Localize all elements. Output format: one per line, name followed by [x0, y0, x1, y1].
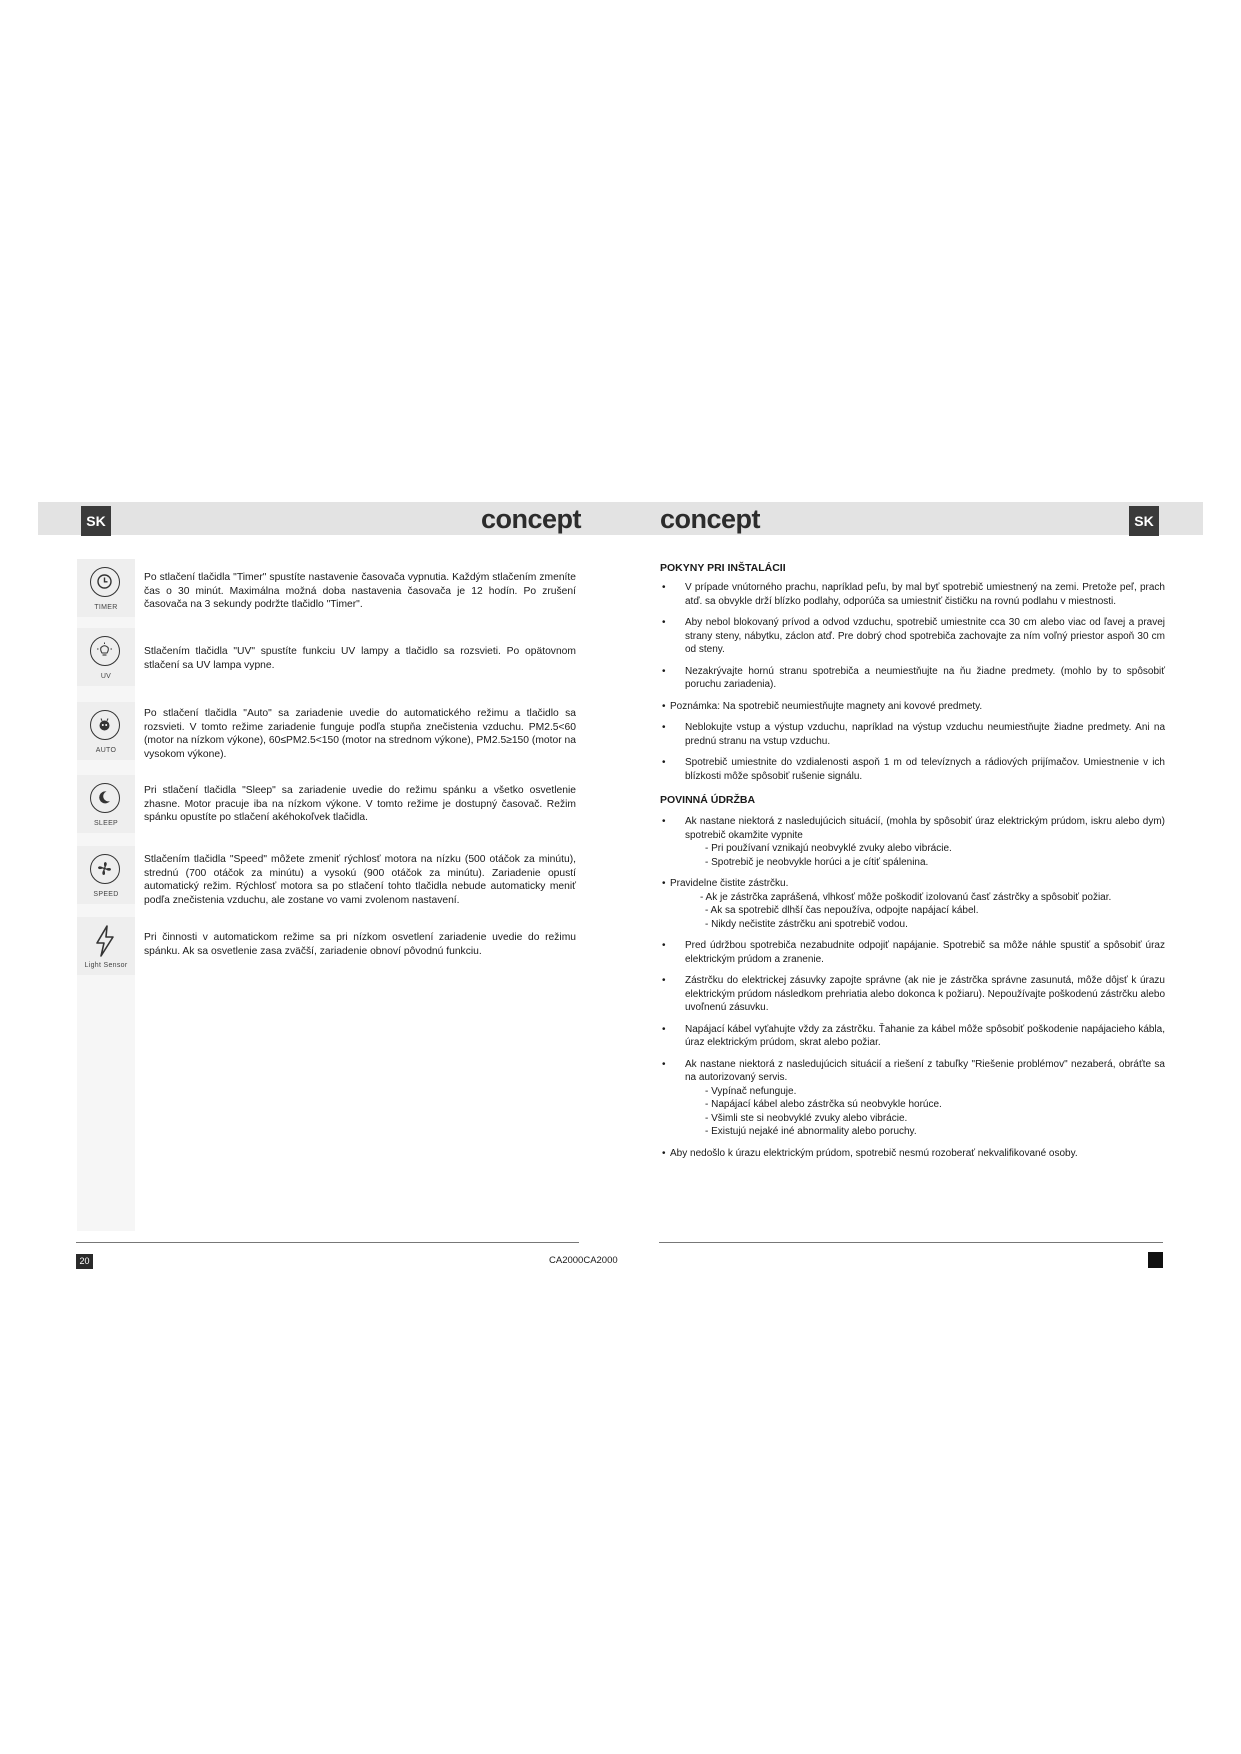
speed-description: Stlačením tlačidla "Speed" môžete zmeniť rýchlosť motora na nízku (500 otáčok za minútu), strednú (700 otáčok za minútu) a vysokú (900 otáčok za minútu). Zariadenie opustí automatický režim. Rýchlosť motora sa po stlačení tohto tlačidla nebude automaticky meniť podľa znečistenia vzduchu, ale zostane vo vami zvolenom nastavení.: [144, 854, 576, 906]
light-sensor-graphic: [77, 917, 135, 975]
brand-logo-left: concept: [481, 504, 582, 534]
sub-list: [660, 842, 1165, 869]
auto-button-graphic: [77, 702, 135, 760]
sub-list-item: - Ak sa spotrebič dlhší čas nepoužíva, odpojte napájací kábel.: [705, 905, 979, 916]
installation-list: [660, 581, 1165, 783]
auto-mode-icon: [90, 710, 120, 740]
uv-icon-label: UV: [100, 673, 112, 680]
language-badge-left: SK: [81, 506, 111, 536]
model-code: CA2000CA2000: [549, 1255, 618, 1266]
list-item: • V prípade vnútorného prachu, napríklad peľu, by mal byť spotrebič umiestnený na zemi. Pretože peľ, prach atď. sa obvykle drží blízko podlahy, odporúča sa umiestniť čističku na rovnú podlahu v miestnosti.: [660, 581, 1165, 608]
sub-list-item: - Existujú nejaké iné abnormality alebo poruchy.: [705, 1126, 917, 1137]
list-item: • Spotrebič umiestnite do vzdialenosti aspoň 1 m od televíznych a rádiových prijímačov. Umiestnenie v ich blízkosti môže spôsobiť rušenie signálu.: [660, 756, 1165, 783]
list-item: • Neblokujte vstup a výstup vzduchu, napríklad na výstup vzduchu neumiestňujte žiadne predmety. Ani na prednú stranu na vstup vzduchu.: [660, 721, 1165, 748]
timer-button-graphic: [77, 559, 135, 617]
sub-list: [660, 891, 1165, 932]
list-item: • Aby nebol blokovaný prívod a odvod vzduchu, spotrebič umiestnite cca 30 cm alebo viac od ľavej a pravej strany steny, nábytku, záclon atď. Pre dobrý chod spotrebiča zachovajte za ním voľný priestor aspoň 30 cm od steny.: [660, 616, 1165, 657]
list-item: • Ak nastane niektorá z nasledujúcich situácií, (mohla by spôsobiť úraz elektrickým prúdom, iskru alebo dym) spotrebič okamžite vypnite: [660, 815, 1165, 842]
installation-heading: POKYNY PRI INŠTALÁCII: [660, 562, 786, 574]
list-item: • Nezakrývajte hornú stranu spotrebiča a neumiestňujte na ňu žiadne predmety. (mohlo by to spôsobiť poruchu zariadenia).: [660, 665, 1165, 692]
brand-logo-right: concept: [660, 504, 761, 534]
sub-list-item: - Všimli ste si neobvyklé zvuky alebo vibrácie.: [705, 1112, 908, 1124]
page-marker: [1148, 1252, 1163, 1268]
timer-icon: [90, 567, 120, 597]
list-item: • Poznámka: Na spotrebič neumiestňujte magnety ani kovové predmety.: [660, 700, 1165, 714]
list-item: • Napájací kábel vyťahujte vždy za zástrčku. Ťahanie za kábel môže spôsobiť poškodenie napájacieho kábla, úraz elektrickým prúdom, skrat alebo požiar.: [660, 1023, 1165, 1050]
maintenance-list: [660, 815, 1165, 1160]
speed-icon-label: SPEED: [93, 891, 119, 898]
uv-button-graphic: [77, 628, 135, 686]
page-number: 20: [76, 1254, 93, 1269]
sub-list-item: - Napájací kábel alebo zástrčka sú neobvykle horúce.: [705, 1099, 942, 1110]
timer-icon-label: TIMER: [94, 604, 118, 611]
uv-description: Stlačením tlačidla "UV" spustíte funkciu UV lampy a tlačidlo sa rozsvieti. Po opätovnom stlačení sa UV lampa vypne.: [144, 646, 576, 671]
lightning-icon: [94, 925, 116, 962]
auto-description: Po stlačení tlačidla "Auto" sa zariadenie uvedie do automatického režimu a tlačidlo sa rozsvieti. V tomto režime zariadenie funguje podľa stupňa znečistenia vzduchu. PM2.5<60 (motor na nízkom výkone), 60≤PM2.5<150 (motor na strednom výkone), PM2.5≥150 (motor na vysokom výkone).: [144, 708, 576, 760]
footer-rule-right: [659, 1242, 1163, 1243]
footer-rule-left: [76, 1242, 579, 1243]
sleep-icon-label: SLEEP: [93, 820, 119, 827]
sleep-description: Pri stlačení tlačidla "Sleep" sa zariadenie uvedie do režimu spánku a všetko osvetlenie zhasne. Motor pracuje iba na nízkom výkone. V tomto režime je dostupný časovač. Režim spánku opustíte po stlačení akéhokoľvek tlačidla.: [144, 785, 576, 823]
auto-icon-label: AUTO: [95, 747, 117, 754]
light-sensor-label: Light Sensor: [84, 962, 128, 969]
sleep-moon-icon: [90, 783, 120, 813]
list-item: • Zástrčku do elektrickej zásuvky zapojte správne (ak nie je zástrčka správne zasunutá, môže dôjsť k úrazu elektrickým prúdom následkom prehriatia alebo dokonca k požiaru). Nepoužívajte poškodenú zástrčku alebo uvoľnenú zásuvku.: [660, 974, 1165, 1015]
speed-button-graphic: [77, 846, 135, 904]
maintenance-heading: POVINNÁ ÚDRŽBA: [660, 794, 756, 806]
timer-description: Po stlačení tlačidla "Timer" spustíte nastavenie časovača vypnutia. Každým stlačením zmeníte čas o 30 minút. Maximálna možná doba nastavenia časovača je 12 hodín. Po zrušení časovača na 3 sekundy podržte tlačidlo "Timer".: [144, 572, 576, 610]
fan-speed-icon: [90, 854, 120, 884]
list-item: • Pred údržbou spotrebiča nezabudnite odpojiť napájanie. Spotrebič sa môže náhle spustiť a spôsobiť úraz elektrickým prúdom a zranenie.: [660, 939, 1165, 966]
sub-list-item: - Spotrebič je neobvykle horúci a je cítiť spálenina.: [705, 856, 929, 868]
list-item: • Pravidelne čistite zástrčku.: [660, 877, 1165, 891]
list-item: • Ak nastane niektorá z nasledujúcich situácií a riešení z tabuľky "Riešenie problémov" nezaberá, obráťte sa na autorizovaný servis.: [660, 1058, 1165, 1085]
sub-list-item: - Ak je zástrčka zaprášená, vlhkosť môže poškodiť izolovanú časť zástrčky a spôsobiť požiar.: [700, 891, 1112, 903]
sub-list-item: - Pri používaní vznikajú neobvyklé zvuky alebo vibrácie.: [705, 843, 952, 854]
sub-list-item: - Nikdy nečistite zástrčku ani spotrebič vodou.: [705, 918, 908, 930]
sub-list-item: - Vypínač nefunguje.: [705, 1085, 797, 1097]
light-sensor-description: Pri činnosti v automatickom režime sa pri nízkom osvetlení zariadenie uvedie do režimu spánku. Ak sa osvetlenie zasa zväčší, zariadenie obnoví pôvodnú funkciu.: [144, 932, 576, 957]
header-band: [38, 502, 1203, 535]
uv-lamp-icon: [90, 636, 120, 666]
sub-list: [660, 1085, 1165, 1139]
sleep-button-graphic: [77, 775, 135, 833]
list-item: • Aby nedošlo k úrazu elektrickým prúdom, spotrebič nesmú rozoberať nekvalifikované osoby.: [660, 1147, 1165, 1161]
language-badge-right: SK: [1129, 506, 1159, 536]
